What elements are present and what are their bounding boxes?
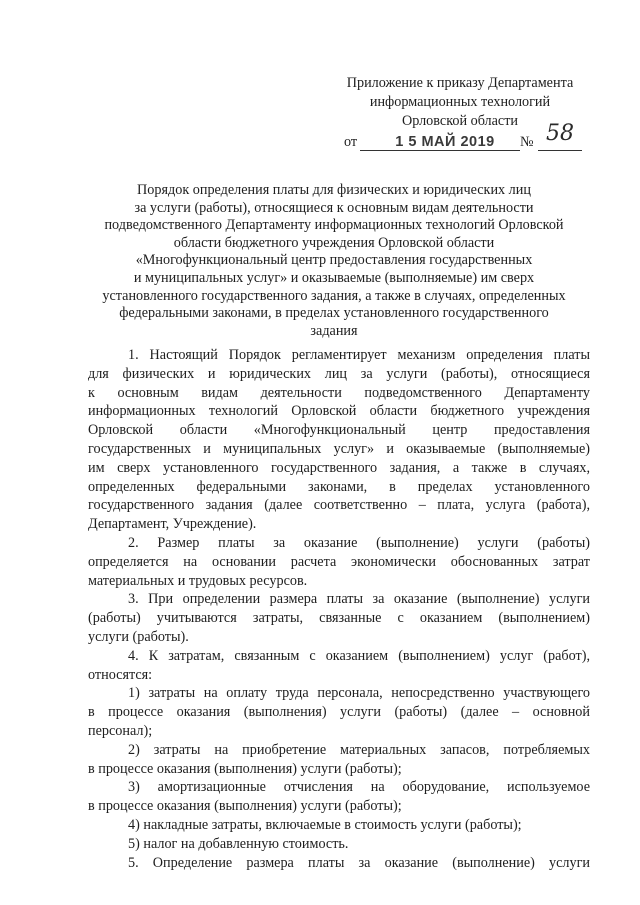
title-line: установленного государственного задания, а также в случаях, определенных (102, 287, 566, 304)
body-line: в процессе оказания (выполнения) услуги (работы); (88, 760, 402, 777)
body-line: материальных и трудовых ресурсов. (88, 572, 308, 589)
document-body (88, 346, 590, 872)
appendix-line: Приложение к приказу Департамента (346, 75, 574, 91)
body-line: 4) накладные затраты, включаемые в стоимость услуги (работы); (128, 816, 522, 833)
title-line: федеральными законами, в пределах установленного государственного (119, 305, 549, 322)
body-line: (работы) учитываются затраты, связанные с оказанием (выполнением) (88, 610, 590, 627)
body-line: 2. Размер платы за оказание (выполнение) услуги (работы) (128, 534, 590, 551)
body-line: им сверх установленного государственного задания, а также в случаях, (88, 459, 590, 476)
body-line: в процессе оказания (выполнения) услуги (работы); (88, 798, 402, 815)
body-line: для физических и юридических лиц за услуги (работы), относящиеся (88, 365, 590, 382)
title-line: задания (310, 322, 358, 339)
body-line: 2) затраты на приобретение материальных запасов, потребляемых (128, 741, 590, 758)
body-line: Департамент, Учреждение). (88, 516, 257, 533)
from-label: от (344, 134, 358, 150)
body-line: 1) затраты на оплату труда персонала, непосредственно участвующего (128, 685, 590, 702)
date-underline (360, 150, 520, 151)
body-line: государственных и муниципальных услуг» и оказываемые (выполняемые) (88, 440, 590, 457)
body-line: 3. При определении размера платы за оказание (выполнение) услуги (128, 591, 590, 608)
title-line: за услуги (работы), относящиеся к основным видам деятельности (134, 199, 534, 216)
title-line: «Многофункциональный центр предоставления государственных (135, 252, 533, 269)
body-line: 5) налог на добавленную стоимость. (128, 835, 349, 852)
title-line: области бюджетного учреждения Орловской области (173, 234, 495, 251)
appendix-line: Орловской области (401, 113, 519, 129)
title-line: Порядок определения платы для физических и юридических лиц (137, 182, 531, 198)
body-line: информационных технологий Орловской области бюджетного учреждения (88, 403, 590, 420)
appendix-header (330, 74, 590, 155)
title-line: подведомственного Департаменту информационных технологий Орловской (104, 217, 564, 234)
title-line: и муниципальных услуг» и оказываемые (выполняемые) им сверх (133, 269, 535, 286)
handwritten-number: 58 (546, 121, 574, 146)
body-line: к основным видам деятельности подведомственного Департаменту (88, 384, 590, 401)
number-underline (538, 150, 582, 151)
body-line: в процессе оказания (выполнения) услуги (работы) (далее – основной (88, 704, 590, 721)
body-line: персонал); (88, 722, 153, 739)
body-line: 3) амортизационные отчисления на оборудование, используемое (128, 779, 590, 796)
body-line: определяется на основании расчета экономически обоснованных затрат (88, 553, 590, 570)
body-line: 5. Определение размера платы за оказание (выполнение) услуги (128, 854, 590, 871)
body-line: Орловской области «Многофункциональный центр предоставления (88, 422, 590, 439)
document-title (92, 182, 576, 340)
date-stamp: 1 5 МАЙ 2019 (395, 134, 495, 150)
body-line: определенных федеральными законами, в пределах установленного (88, 478, 590, 495)
body-line: 1. Настоящий Порядок регламентирует механизм определения платы (128, 347, 590, 363)
number-label: № (520, 134, 534, 150)
body-line: относятся: (88, 666, 153, 683)
body-line: 4. К затратам, связанным с оказанием (выполнением) услуг (работ), (128, 647, 590, 664)
appendix-line: информационных технологий (369, 94, 551, 110)
body-line: государственного задания (далее соответственно – плата, услуга (работа), (88, 497, 590, 514)
body-line: услуги (работы). (88, 628, 189, 645)
